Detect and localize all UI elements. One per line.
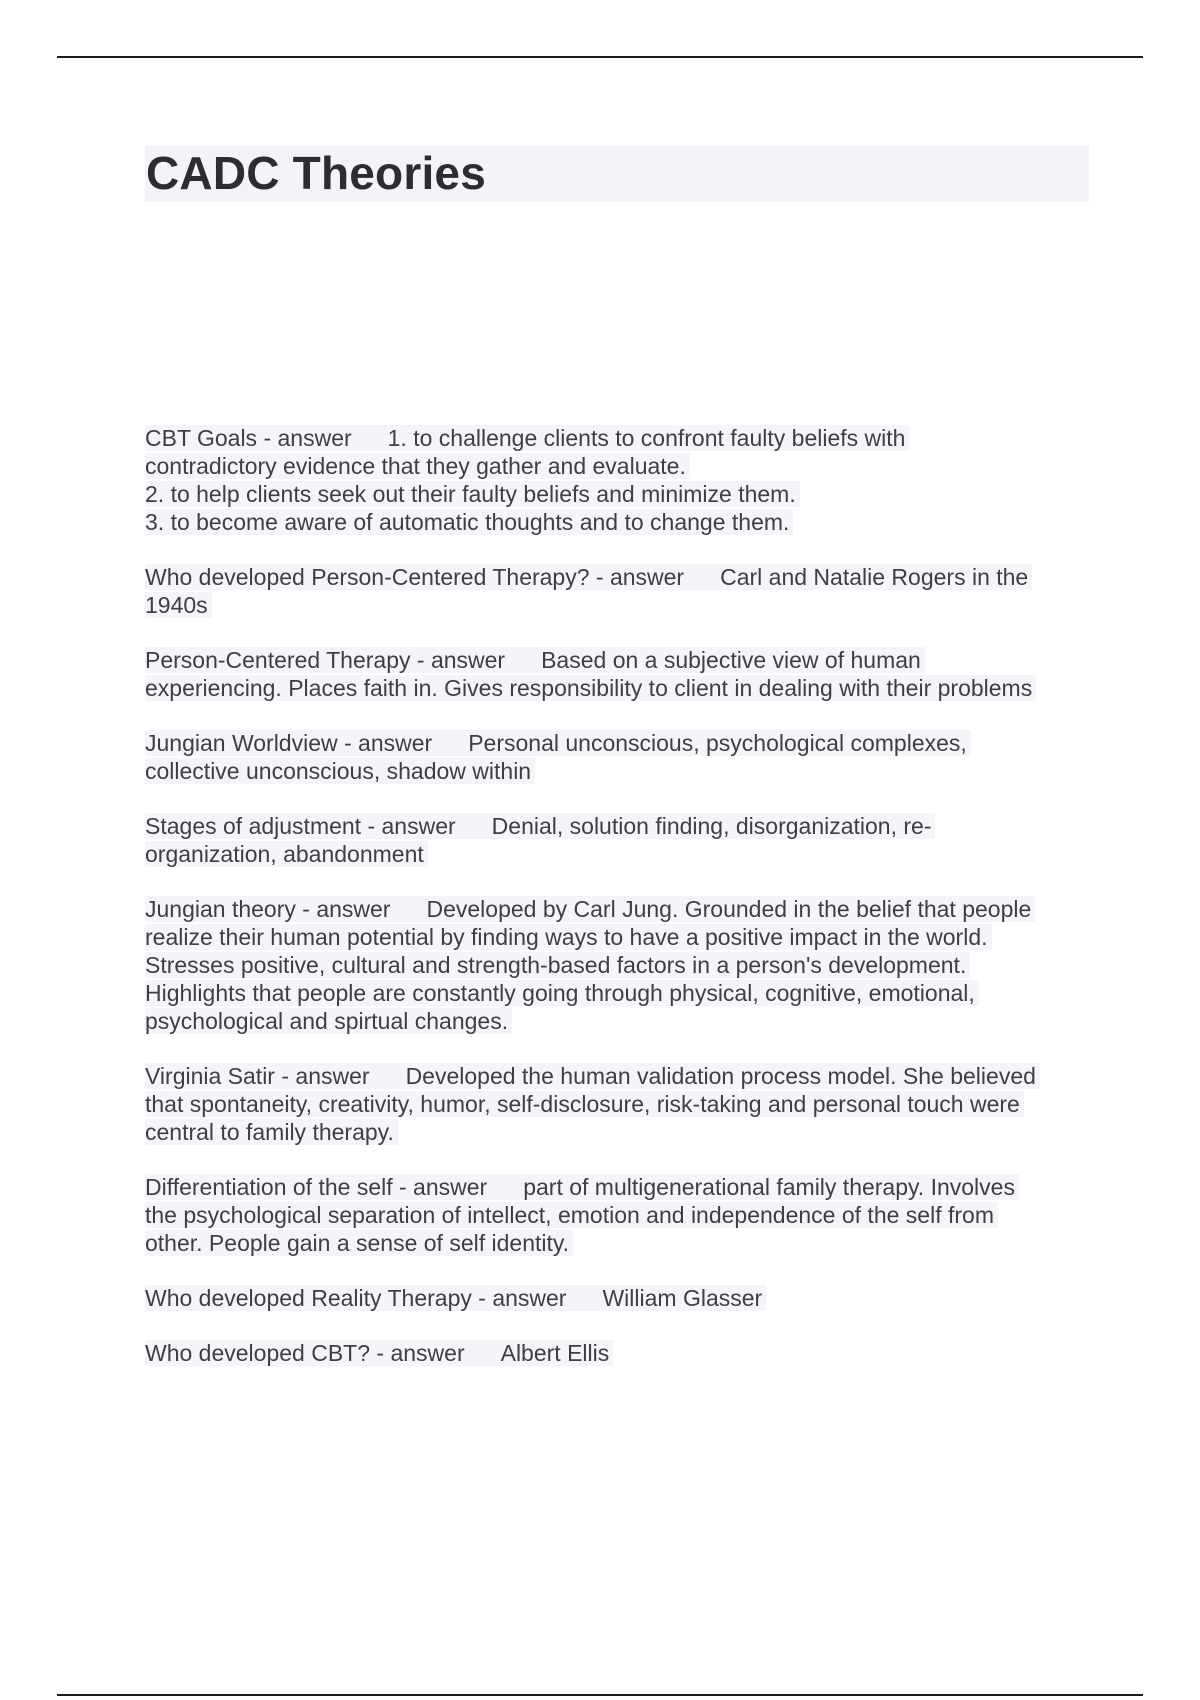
flashcard-question: Virginia Satir - answer: [145, 1063, 370, 1089]
flashcard-question: Jungian Worldview - answer: [145, 730, 433, 756]
flashcard-entry: [145, 1173, 1095, 1257]
flashcard-question: Jungian theory - answer: [145, 896, 391, 922]
flashcard-entry: [145, 812, 1095, 868]
flashcard-text: [145, 730, 971, 784]
flashcard-entry: [145, 646, 1095, 702]
flashcard-answer-line: other. People gain a sense of self identity.: [145, 1230, 570, 1256]
flashcard-answer-line: Albert Ellis: [500, 1340, 610, 1366]
flashcard-text: [145, 1285, 766, 1311]
flashcard-answer-line: Denial, solution finding, disorganization, re-: [491, 813, 932, 839]
flashcard-entry: [145, 1062, 1095, 1146]
flashcard-answer-line: 1. to challenge clients to confront faulty beliefs with: [387, 425, 906, 451]
flashcard-entry: [145, 1284, 1095, 1312]
flashcard-answer-line: William Glasser: [602, 1285, 763, 1311]
flashcard-answer-line: Carl and Natalie Rogers in the: [720, 564, 1029, 590]
flashcard-question: Who developed Reality Therapy - answer: [145, 1285, 567, 1311]
flashcard-answer-line: part of multigenerational family therapy. Involves: [523, 1174, 1015, 1200]
flashcard-answer-line: organization, abandonment: [145, 841, 424, 867]
flashcard-text: [145, 647, 1036, 701]
flashcard-answer-line: the psychological separation of intellect, emotion and independence of the self from: [145, 1202, 994, 1228]
flashcard-question: Who developed CBT? - answer: [145, 1340, 465, 1366]
flashcard-answer-line: Highlights that people are constantly going through physical, cognitive, emotional,: [145, 980, 975, 1006]
flashcard-answer-line: 3. to become aware of automatic thoughts and to change them.: [145, 509, 790, 535]
flashcard-answer-line: psychological and spirtual changes.: [145, 1008, 509, 1034]
flashcard-question: Differentiation of the self - answer: [145, 1174, 488, 1200]
flashcard-text: [145, 425, 909, 535]
flashcard-entry: [145, 563, 1095, 619]
flashcard-answer-line: Developed by Carl Jung. Grounded in the belief that people: [426, 896, 1032, 922]
flashcard-text: [145, 813, 935, 867]
flashcard-answer-line: Developed the human validation process model. She believed: [405, 1063, 1036, 1089]
flashcard-text: [145, 564, 1032, 618]
flashcard-answer-line: contradictory evidence that they gather and evaluate.: [145, 453, 686, 479]
flashcard-answer-line: 1940s: [145, 592, 208, 618]
flashcard-answer-line: that spontaneity, creativity, humor, self-disclosure, risk-taking and personal touch were: [145, 1091, 1020, 1117]
flashcard-entry: [145, 729, 1095, 785]
flashcard-text: [145, 1340, 613, 1366]
flashcard-answer-line: realize their human potential by finding ways to have a positive impact in the world.: [145, 924, 988, 950]
flashcard-text: [145, 1063, 1040, 1145]
flashcard-answer-line: Personal unconscious, psychological complexes,: [468, 730, 967, 756]
flashcard-question: CBT Goals - answer: [145, 425, 352, 451]
flashcard-answer-line: collective unconscious, shadow within: [145, 758, 532, 784]
page-title: CADC Theories: [146, 147, 486, 199]
flashcard-answer-line: 2. to help clients seek out their faulty beliefs and minimize them.: [145, 481, 796, 507]
flashcard-entry: [145, 895, 1095, 1035]
top-rule: [57, 56, 1143, 58]
flashcard-answer-line: central to family therapy.: [145, 1119, 394, 1145]
bottom-rule: [57, 1694, 1143, 1696]
flashcard-question: Stages of adjustment - answer: [145, 813, 456, 839]
flashcard-text: [145, 1174, 1019, 1256]
flashcard-question: Who developed Person-Centered Therapy? - answer: [145, 564, 685, 590]
flashcard-answer-line: Stresses positive, cultural and strength-based factors in a person's development.: [145, 952, 967, 978]
flashcard-entry: [145, 424, 1095, 536]
flashcard-answer-line: Based on a subjective view of human: [541, 647, 921, 673]
flashcard-list: [145, 424, 1095, 1394]
flashcard-text: [145, 896, 1035, 1034]
flashcard-answer-line: experiencing. Places faith in. Gives responsibility to client in dealing with their problems: [145, 675, 1033, 701]
flashcard-entry: [145, 1339, 1095, 1367]
flashcard-question: Person-Centered Therapy - answer: [145, 647, 506, 673]
